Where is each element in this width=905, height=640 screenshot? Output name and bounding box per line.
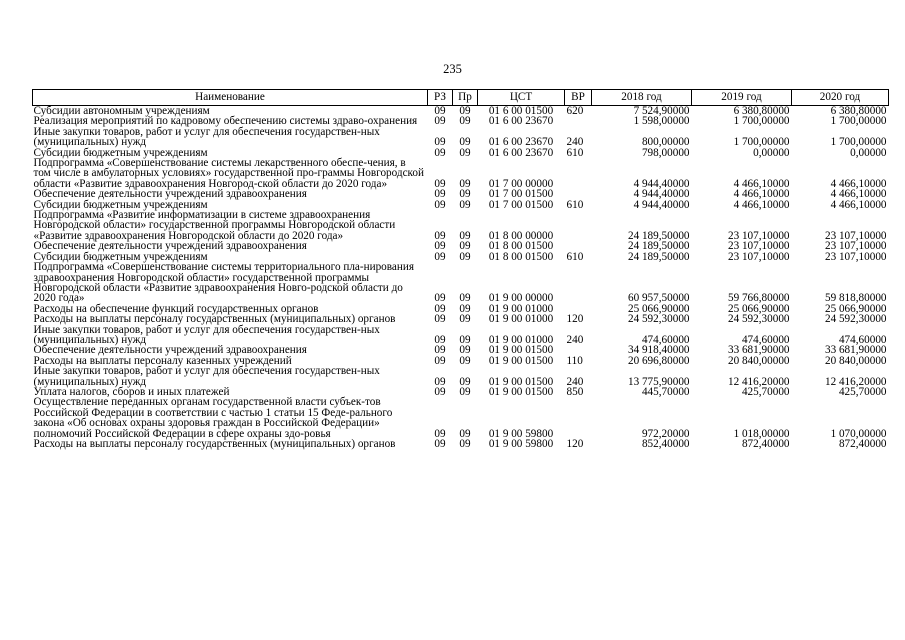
cell-y2019: 33 681,90000 [727, 344, 790, 357]
cell-y2019: 6 380,80000 [733, 105, 790, 117]
cell-cst: 01 6 00 23670 [488, 136, 554, 149]
cell-cst: 01 9 00 01000 [488, 313, 554, 326]
cell-y2019: 474,60000 [741, 333, 790, 346]
cell-pr: 09 [459, 177, 471, 190]
cell-cst: 01 8 00 01500 [488, 240, 554, 253]
cell-name: Осуществление переданных органам государственной власти субъек-тов Российской Федерации в соответствии с частью 1 статьи 15 Феде-рального закона «Об основах охраны здоровья граждан в Российской Федерации» полномочий Российской Федерации в сфере охраны здо-ровья [33, 396, 393, 440]
cell-vr: 240 [566, 136, 584, 149]
cell-cst: 01 6 00 23670 [488, 146, 554, 159]
cell-y2018: 4 944,40000 [633, 188, 690, 201]
cell-y2019: 425,70000 [741, 385, 790, 398]
cell-pr: 09 [459, 229, 471, 242]
cell-rz: 09 [434, 313, 446, 326]
cell-y2020: 872,40000 [838, 438, 887, 450]
cell-name: Расходы на выплаты персоналу государственных (муниципальных) органов [33, 313, 396, 326]
cell-cst: 01 9 00 00000 [488, 292, 554, 305]
cell-vr: 110 [566, 354, 583, 367]
table-row [33, 262, 889, 304]
cell-y2018: 34 918,40000 [627, 344, 690, 357]
cell-pr: 09 [459, 250, 471, 263]
cell-y2019: 4 466,10000 [733, 198, 790, 211]
cell-pr: 09 [459, 385, 471, 398]
cell-rz: 09 [434, 136, 446, 149]
cell-pr: 09 [459, 136, 471, 149]
cell-y2020: 25 066,90000 [824, 302, 887, 315]
cell-y2018: 800,00000 [641, 136, 690, 149]
cell-name: Расходы на обеспечение функций государственных органов [33, 302, 319, 315]
cell-cst: 01 7 00 01500 [488, 188, 554, 201]
cell-rz: 09 [434, 385, 446, 398]
cell-rz: 09 [434, 427, 446, 440]
cell-cst: 01 9 00 01500 [488, 354, 554, 367]
cell-rz: 09 [434, 292, 446, 305]
cell-pr: 09 [459, 198, 471, 211]
table-row [33, 325, 889, 346]
header-name: Наименование [33, 90, 428, 106]
cell-y2019: 872,40000 [741, 438, 790, 450]
cell-cst: 01 7 00 01500 [488, 198, 554, 211]
cell-y2018: 4 944,40000 [633, 177, 690, 190]
cell-vr: 120 [566, 438, 584, 450]
cell-name: Субсидии бюджетным учреждениям [33, 146, 208, 159]
cell-cst: 01 6 00 23670 [488, 115, 554, 128]
cell-y2019: 23 107,10000 [727, 250, 790, 263]
cell-pr: 09 [459, 188, 471, 201]
cell-cst: 01 6 00 01500 [488, 105, 554, 117]
cell-y2020: 23 107,10000 [824, 229, 887, 242]
cell-y2018: 972,20000 [641, 427, 690, 440]
cell-rz: 09 [434, 250, 446, 263]
cell-y2020: 59 818,80000 [824, 292, 887, 305]
cell-name: Подпрограмма «Совершенствование системы лекарственного обеспе-чения, в том числе в амбулаторных условиях» государственной про-граммы Новгородской области «Развитие здравоохранения Новгород-ской области до 2020 года» [33, 157, 425, 190]
cell-y2019: 59 766,80000 [727, 292, 790, 305]
header-row [33, 90, 889, 106]
cell-vr [565, 116, 592, 126]
cell-y2018: 852,40000 [641, 438, 690, 450]
cell-pr: 09 [459, 344, 471, 357]
cell-cst: 01 8 00 01500 [488, 250, 554, 263]
cell-y2020: 24 592,30000 [824, 313, 887, 326]
cell-y2019: 0,00000 [753, 146, 790, 159]
cell-name: Обеспечение деятельности учреждений здравоохранения [33, 240, 307, 253]
cell-rz: 09 [434, 240, 446, 253]
cell-y2020: 425,70000 [838, 385, 887, 398]
cell-y2019: 4 466,10000 [733, 177, 790, 190]
cell-y2019: 1 700,00000 [733, 136, 790, 149]
cell-y2019: 1 700,00000 [733, 115, 790, 128]
cell-y2019: 24 592,30000 [727, 313, 790, 326]
cell-y2018: 24 592,30000 [627, 313, 690, 326]
cell-rz: 09 [434, 146, 446, 159]
cell-y2020: 0,00000 [850, 146, 887, 159]
cell-vr: 620 [566, 105, 584, 117]
cell-y2018: 24 189,50000 [627, 240, 690, 253]
cell-cst: 01 9 00 01000 [488, 333, 554, 346]
cell-y2018: 25 066,90000 [627, 302, 690, 315]
cell-rz: 09 [434, 354, 446, 367]
cell-pr: 09 [459, 313, 471, 326]
cell-cst: 01 9 00 59800 [488, 427, 554, 440]
cell-y2020: 474,60000 [838, 333, 887, 346]
cell-vr [565, 262, 592, 304]
cell-name: Субсидии бюджетным учреждениям [33, 250, 208, 263]
cell-pr: 09 [459, 115, 471, 128]
header-rz: РЗ [428, 90, 453, 106]
cell-y2018: 20 696,80000 [627, 354, 690, 367]
cell-vr: 120 [566, 313, 584, 326]
cell-vr: 610 [566, 146, 584, 159]
cell-pr: 09 [459, 302, 471, 315]
table-row [33, 158, 889, 189]
cell-name: Иные закупки товаров, работ и услуг для обеспечения государствен-ных (муниципальных) нужд [33, 323, 380, 346]
cell-y2019: 4 466,10000 [733, 188, 790, 201]
cell-name: Обеспечение деятельности учреждений здравоохранения [33, 344, 307, 357]
cell-y2020: 23 107,10000 [824, 250, 887, 263]
table-row [33, 210, 889, 241]
cell-pr: 09 [459, 240, 471, 253]
table-row [33, 366, 889, 387]
cell-y2018: 474,60000 [641, 333, 690, 346]
cell-cst: 01 9 00 59800 [488, 438, 554, 450]
cell-cst: 01 7 00 00000 [488, 177, 554, 190]
cell-name: Реализация мероприятий по кадровому обеспечению системы здраво-охранения [33, 115, 418, 128]
cell-y2019: 25 066,90000 [727, 302, 790, 315]
cell-y2018: 24 189,50000 [627, 250, 690, 263]
cell-y2020: 12 416,20000 [824, 375, 887, 388]
cell-vr [565, 397, 592, 439]
cell-pr: 09 [459, 105, 471, 117]
cell-y2020: 1 700,00000 [830, 115, 887, 128]
cell-y2020: 23 107,10000 [824, 240, 887, 253]
cell-rz: 09 [434, 375, 446, 388]
cell-cst: 01 8 00 00000 [488, 229, 554, 242]
cell-y2020: 4 466,10000 [830, 188, 887, 201]
cell-y2019: 1 018,00000 [733, 427, 790, 440]
cell-y2020: 1 070,00000 [830, 427, 887, 440]
cell-name: Подпрограмма «Совершенствование системы территориального пла-нирования здравоохранения Новгородской области» государственной программы Новгородской области «Развитие здравоохранения Новго-родской области до 2020 года» [33, 261, 414, 305]
cell-rz: 09 [434, 344, 446, 357]
cell-y2020: 20 840,00000 [824, 354, 887, 367]
cell-vr: 240 [566, 375, 584, 388]
cell-pr: 09 [459, 333, 471, 346]
cell-y2020: 4 466,10000 [830, 198, 887, 211]
cell-y2018: 798,00000 [641, 146, 690, 159]
page-number: 235 [443, 62, 462, 76]
cell-rz: 09 [434, 177, 446, 190]
cell-vr: 610 [566, 250, 584, 263]
cell-y2020: 4 466,10000 [830, 177, 887, 190]
cell-y2018: 24 189,50000 [627, 229, 690, 242]
cell-vr: 610 [566, 198, 584, 211]
cell-pr: 09 [459, 375, 471, 388]
cell-y2020: 1 700,00000 [830, 136, 887, 149]
cell-pr: 09 [459, 438, 471, 450]
cell-vr: 850 [566, 385, 584, 398]
cell-cst: 01 9 00 01500 [488, 375, 554, 388]
cell-y2018: 13 775,90000 [627, 375, 690, 388]
budget-table [32, 89, 889, 449]
header-pr: Пр [453, 90, 478, 106]
header-2020: 2020 год [792, 90, 889, 106]
cell-pr: 09 [459, 427, 471, 440]
cell-name: Иные закупки товаров, работ и услуг для обеспечения государствен-ных (муниципальных) нужд [33, 365, 380, 388]
cell-y2019: 23 107,10000 [727, 229, 790, 242]
cell-rz: 09 [434, 198, 446, 211]
cell-cst: 01 9 00 01000 [488, 302, 554, 315]
cell-name: Иные закупки товаров, работ и услуг для обеспечения государствен-ных (муниципальных) нужд [33, 125, 380, 149]
cell-cst: 01 9 00 01500 [488, 344, 554, 357]
cell-rz: 09 [434, 105, 446, 117]
cell-rz: 09 [434, 438, 446, 450]
cell-rz: 09 [434, 115, 446, 128]
cell-name: Субсидии бюджетным учреждениям [33, 198, 208, 211]
cell-vr [565, 210, 592, 241]
cell-name: Субсидии автономным учреждениям [33, 105, 210, 117]
cell-y2018: 1 598,00000 [633, 115, 690, 128]
cell-name: Подпрограмма «Развитие информатизации в системе здравоохранения Новгородской области» государственной программы Новгородской области «Развитие здравоохранения Новгородской области до 2020 года» [33, 209, 396, 242]
table-row [33, 397, 889, 439]
cell-y2018: 7 524,90000 [633, 105, 690, 117]
header-2018: 2018 год [592, 90, 692, 106]
cell-rz: 09 [434, 188, 446, 201]
cell-name: Обеспечение деятельности учреждений здравоохранения [33, 188, 307, 201]
header-cst: ЦСТ [478, 90, 565, 106]
table-row [33, 127, 889, 148]
cell-name: Расходы на выплаты персоналу государственных (муниципальных) органов [33, 438, 396, 450]
cell-pr: 09 [459, 146, 471, 159]
cell-y2018: 445,70000 [641, 385, 690, 398]
table-row [33, 314, 889, 324]
cell-rz: 09 [434, 302, 446, 315]
cell-pr: 09 [459, 292, 471, 305]
cell-name: Расходы на выплаты персоналу казенных учреждений [33, 354, 292, 367]
cell-y2018: 4 944,40000 [633, 198, 690, 211]
cell-pr: 09 [459, 354, 471, 367]
cell-vr [565, 158, 592, 189]
cell-cst: 01 9 00 01500 [488, 385, 554, 398]
cell-y2019: 20 840,00000 [727, 354, 790, 367]
cell-y2020: 6 380,80000 [830, 105, 887, 117]
cell-y2018: 60 957,50000 [627, 292, 690, 305]
cell-rz: 09 [434, 229, 446, 242]
cell-rz: 09 [434, 333, 446, 346]
cell-y2019: 23 107,10000 [727, 240, 790, 253]
cell-y2020: 33 681,90000 [824, 344, 887, 357]
cell-name: Уплата налогов, сборов и иных платежей [33, 385, 230, 398]
cell-vr: 240 [566, 333, 584, 346]
table-row [33, 439, 889, 449]
header-vr: ВР [565, 90, 592, 106]
header-2019: 2019 год [692, 90, 792, 106]
cell-y2019: 12 416,20000 [727, 375, 790, 388]
